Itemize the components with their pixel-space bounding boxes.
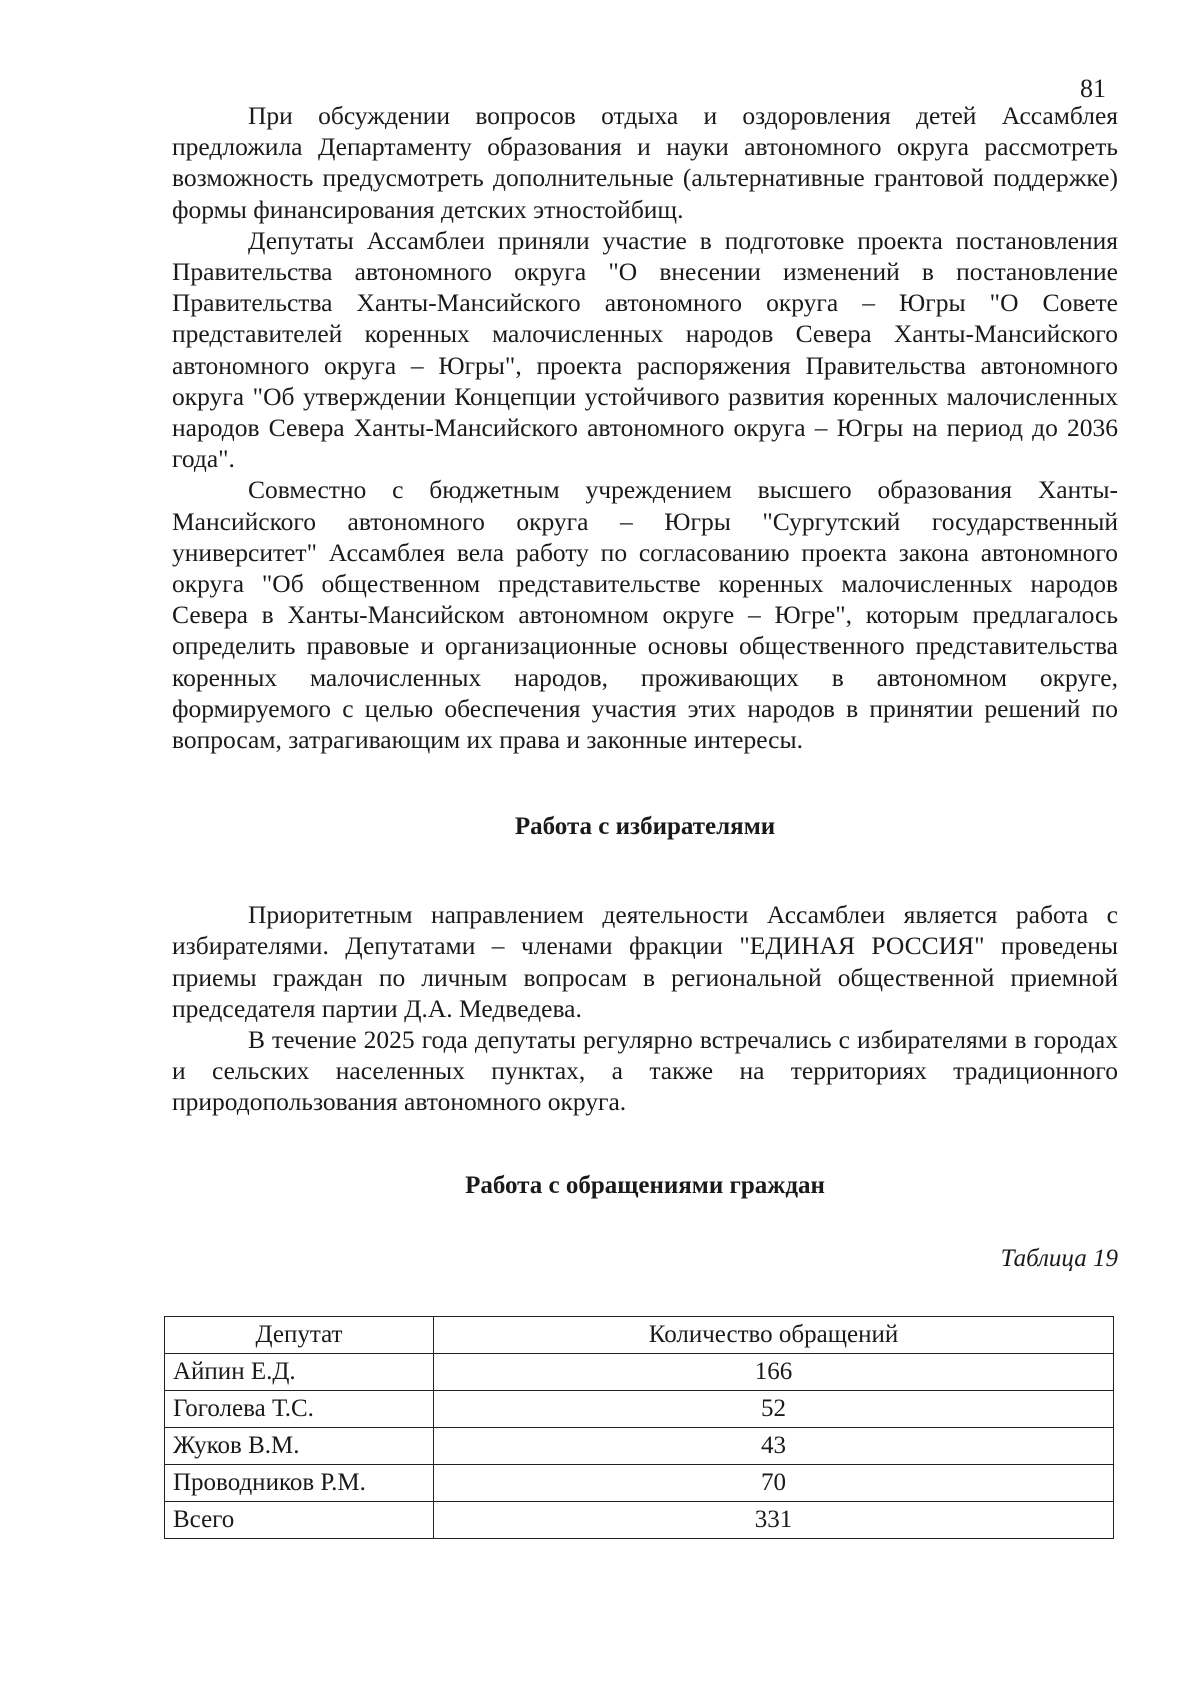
appeal-count-cell: 70: [434, 1464, 1114, 1501]
table-header-row: [165, 1316, 1114, 1353]
appeal-count-cell: 52: [434, 1390, 1114, 1427]
column-header-count: Количество обращений: [434, 1316, 1114, 1353]
table-caption: Таблица 19: [1000, 1244, 1118, 1272]
document-body: [172, 100, 1118, 1539]
appeal-count-cell: 43: [434, 1427, 1114, 1464]
table-row: [165, 1390, 1114, 1427]
deputy-name-cell: Гоголева Т.С.: [165, 1390, 434, 1427]
section-heading-appeals: Работа с обращениями граждан: [465, 1171, 825, 1199]
page-number: 81: [1080, 74, 1106, 103]
paragraph: При обсуждении вопросов отдыха и оздоровления детей Ассамблея предложила Департаменту образования и науки автономного округа рассмотреть возможность предусмотреть дополнительные (альтернативные грантовой поддержке) формы финансирования детских этностойбищ.: [172, 101, 1118, 224]
deputy-name-cell: Проводников Р.М.: [165, 1464, 434, 1501]
table-row: [165, 1464, 1114, 1501]
paragraph: Приоритетным направлением деятельности Ассамблеи является работа с избирателями. Депутатами – членами фракции "ЕДИНАЯ РОССИЯ" проведены приемы граждан по личным вопросам в региональной общественной приемной председателя партии Д.А. Медведева.: [172, 900, 1118, 1023]
appeal-count-cell: 166: [434, 1353, 1114, 1390]
table-row: [165, 1353, 1114, 1390]
paragraph: Депутаты Ассамблеи приняли участие в подготовке проекта постановления Правительства автономного округа "О внесении изменений в постановление Правительства Ханты-Мансийского автономного округа – Югры "О Совете представителей коренных малочисленных народов Севера Ханты-Мансийского автономного округа – Югры", проекта распоряжения Правительства автономного округа "Об утверждении Концепции устойчивого развития коренных малочисленных народов Севера Ханты-Мансийского автономного округа – Югры на период до 2036 года".: [172, 225, 1118, 474]
deputy-name-cell: Жуков В.М.: [165, 1427, 434, 1464]
deputy-name-cell: Айпин Е.Д.: [165, 1353, 434, 1390]
appeal-count-cell: 331: [434, 1501, 1114, 1538]
section-heading-voters: Работа с избирателями: [514, 813, 776, 841]
table-row: [165, 1427, 1114, 1464]
paragraph: В течение 2025 года депутаты регулярно встречались с избирателями в городах и сельских населенных пунктах, а также на территориях традиционного природопользования автономного округа.: [172, 1025, 1118, 1117]
appeals-table: [164, 1316, 1114, 1539]
deputy-name-cell: Всего: [165, 1501, 434, 1538]
table-total-row: [165, 1501, 1114, 1538]
column-header-deputy: Депутат: [165, 1316, 434, 1353]
paragraph: Совместно с бюджетным учреждением высшего образования Ханты-Мансийского автономного округа – Югры "Сургутский государственный университет" Ассамблея вела работу по согласованию проекта закона автономного округа "Об общественном представительстве коренных малочисленных народов Севера в Ханты-Мансийском автономном округе – Югре", которым предлагалось определить правовые и организационные основы общественного представительства коренных малочисленных народов, проживающих в автономном округе, формируемого с целью обеспечения участия этих народов в принятии решений по вопросам, затрагивающим их права и законные интересы.: [172, 475, 1118, 755]
